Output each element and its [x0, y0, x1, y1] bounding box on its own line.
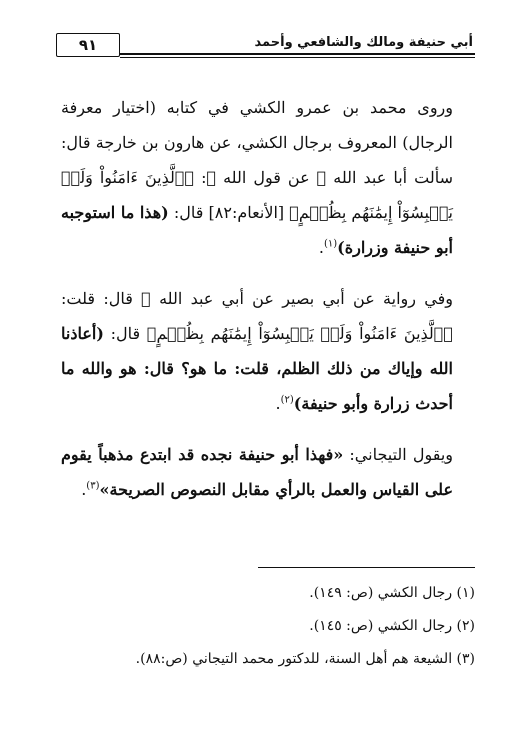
footnote-2: (٢) رجال الكشي (ص: ١٤٥). [309, 618, 475, 634]
footnote-ref-3: (٣) [86, 480, 100, 492]
paragraph-1-quote: (هذا ما استوجبه أبو حنيفة وزرارة) [61, 203, 453, 257]
running-header [56, 33, 475, 59]
paragraph-2-quote: (أعاذنا الله وإياك من ذلك الظلم، قلت: ما هو؟ قال: هو والله ما أحدث زرارة وأبو حنيفة) [61, 324, 453, 413]
footnote-3: (٣) الشيعة هم أهل السنة، للدكتور محمد التيجاني (ص:٨٨). [135, 651, 475, 667]
footnote-1: (١) رجال الكشي (ص: ١٤٩). [309, 585, 475, 601]
page-number: ٩١ [56, 33, 120, 57]
footnote-ref-1: (١) [323, 238, 338, 250]
paragraph-3 [61, 437, 475, 507]
paragraph-2-text: وفي رواية عن أبي بصير عن أبي عبد الله ﷺ قال: قلت: ﴿ٱلَّذِينَ ءَامَنُواْ وَلَمۡ يَلۡبِسُوٓاْ إِيمَٰنَهُم بِظُلۡمٍ﴾ قال: [61, 289, 453, 343]
header-rule-thin [120, 57, 475, 58]
footnote-separator [258, 567, 475, 568]
running-header-title: أبي حنيفة ومالك والشافعي وأحمد [254, 35, 473, 50]
paragraph-1 [61, 90, 475, 265]
main-text [61, 90, 475, 507]
paragraph-3-quote: «فهذا أبو حنيفة نجده قد ابتدع مذهباً يقوم على القياس والعمل بالرأي مقابل النصوص الصريحة» [61, 445, 453, 499]
footnote-ref-2: (٢) [280, 394, 294, 406]
footnotes [61, 577, 475, 676]
paragraph-1-end: . [318, 238, 324, 257]
paragraph-3-text: ويقول التيجاني: [343, 445, 453, 464]
paragraph-2-end: . [275, 394, 281, 413]
paragraph-3-end: . [81, 480, 87, 499]
paragraph-2 [61, 281, 475, 421]
header-rule [120, 53, 475, 55]
paragraph-1-text: وروى محمد بن عمرو الكشي في كتابه (اختيار معرفة الرجال) المعروف برجال الكشي، عن هارون بن خارجة قال: سألت أبا عبد الله ﷺ عن قول الله ﷻ: ﴿ٱلَّذِينَ ءَامَنُواْ وَلَمۡ يَلۡبِسُوٓاْ إِيمَٰنَهُم بِظُلۡمٍ﴾ [الأنعام:٨٢] قال: [61, 98, 454, 222]
